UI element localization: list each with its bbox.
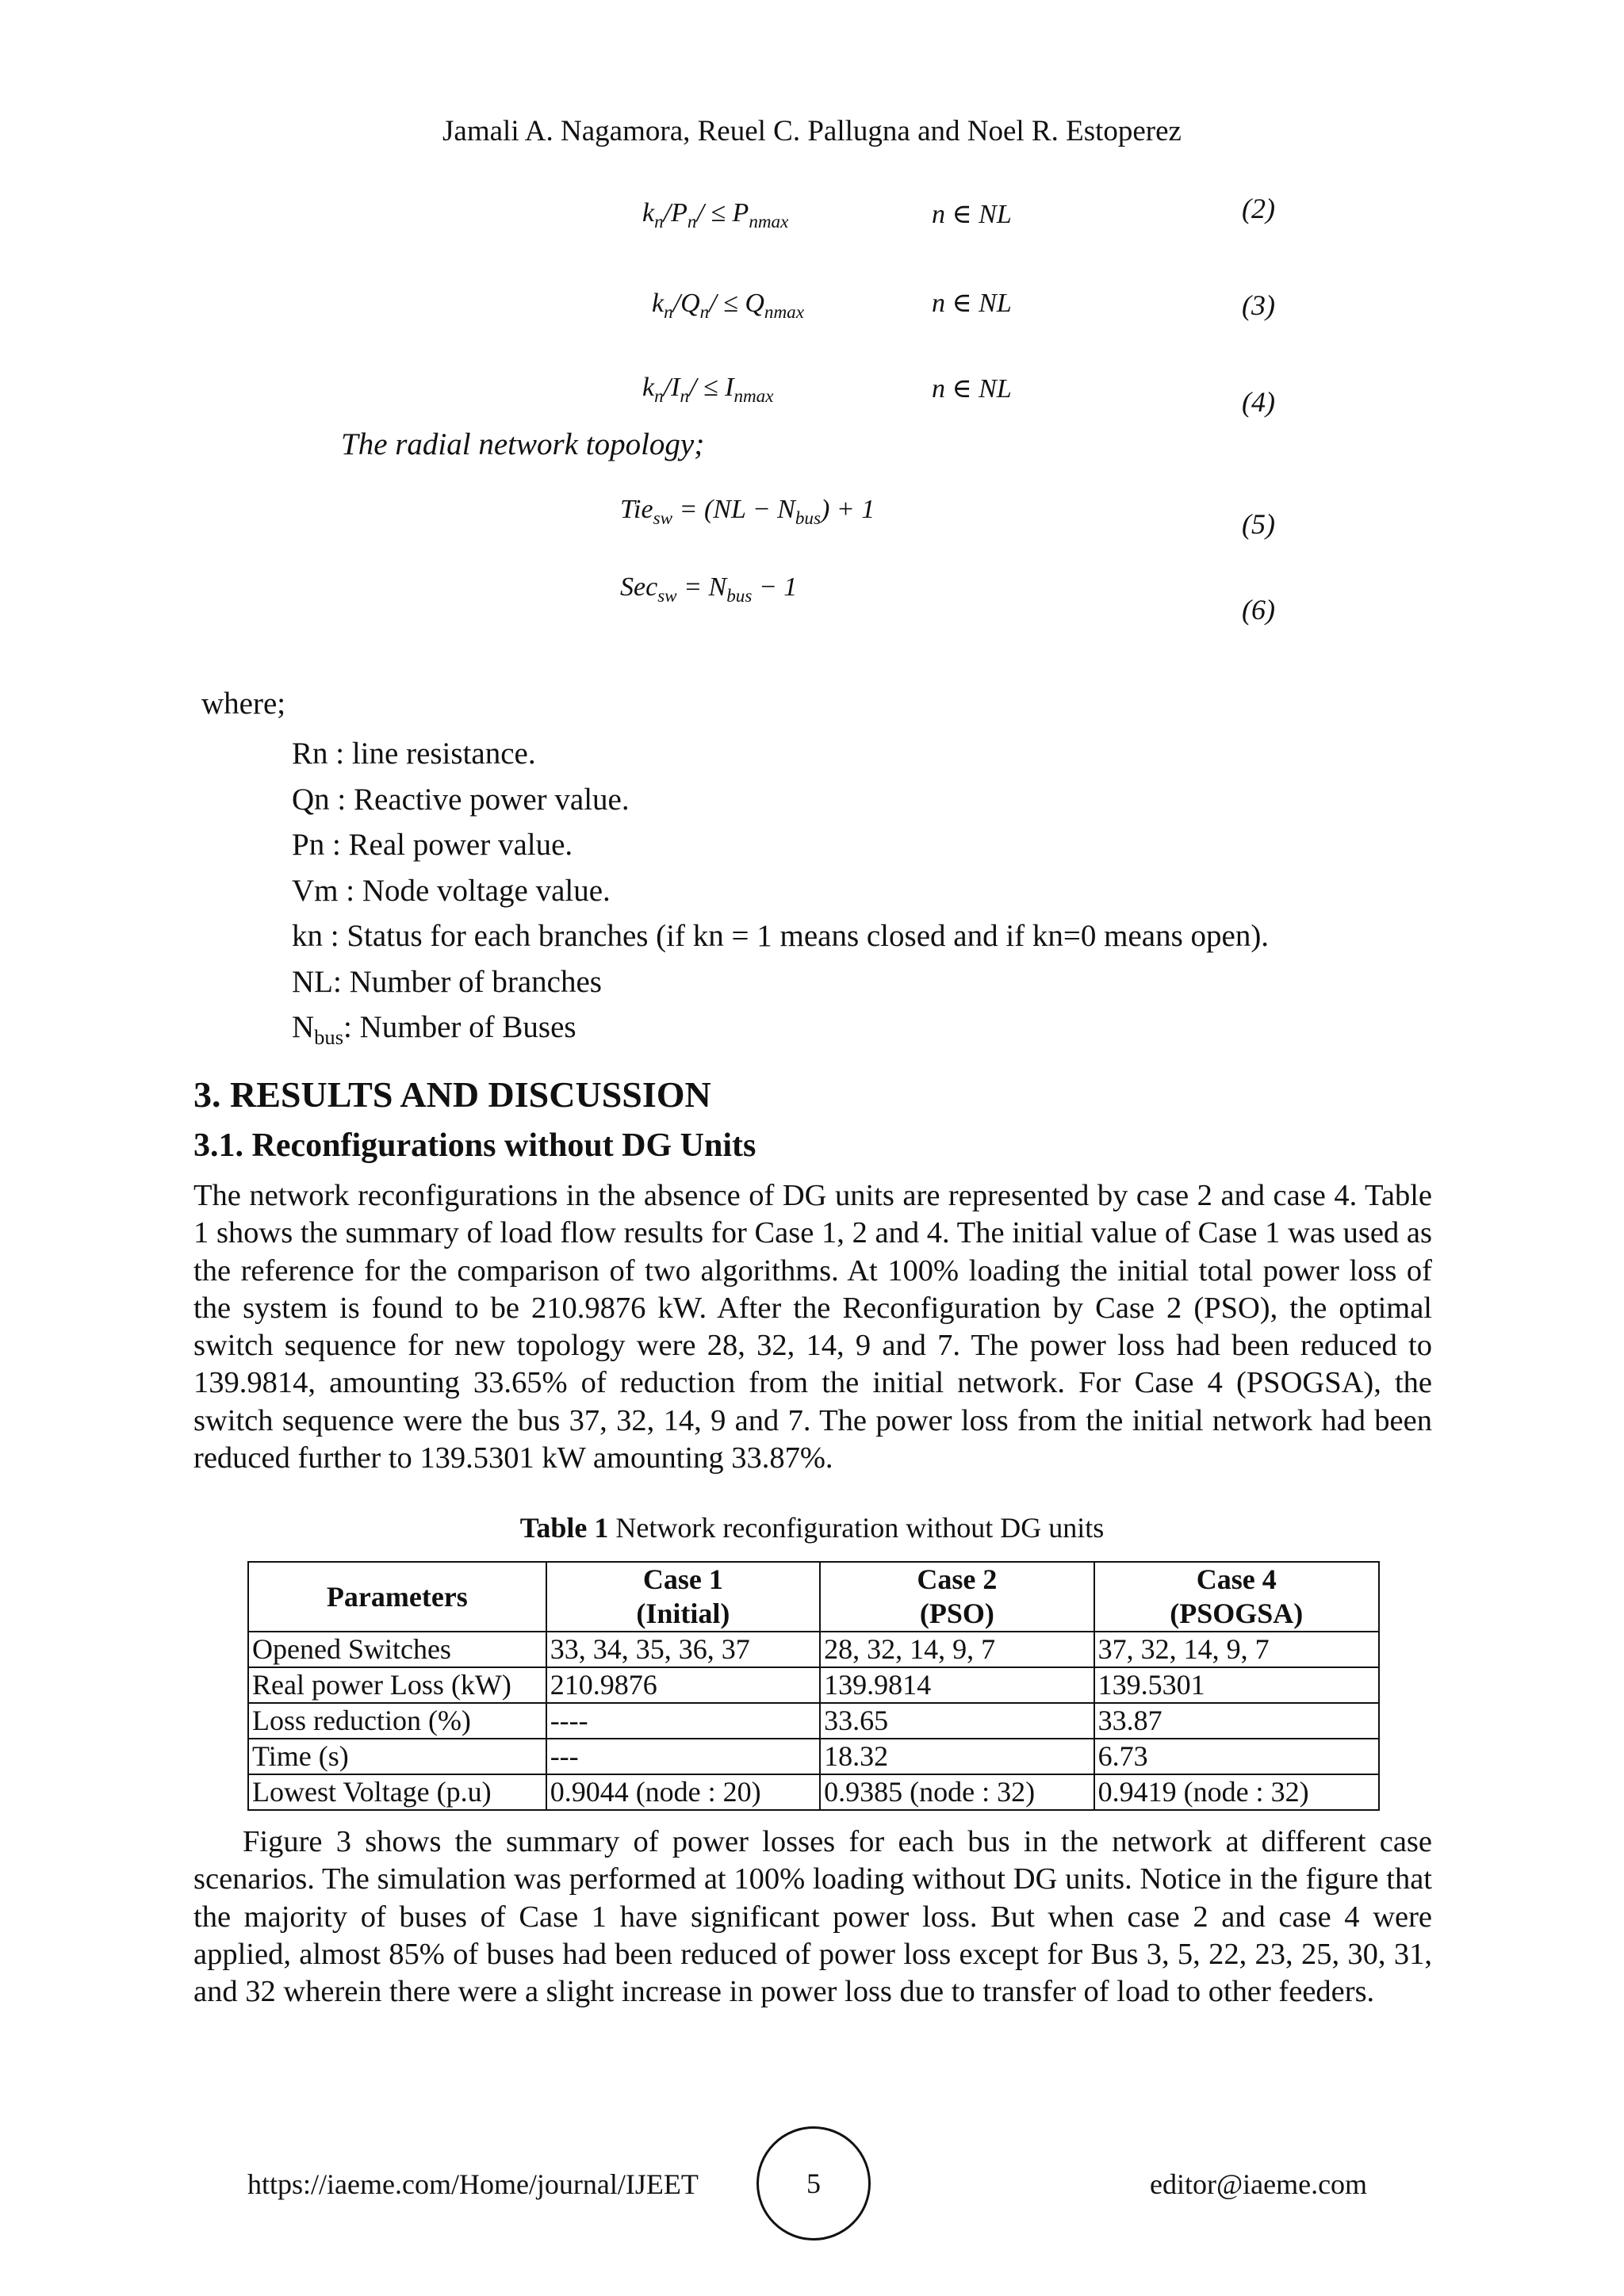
table-cell: 37, 32, 14, 9, 7 bbox=[1094, 1632, 1379, 1667]
table-cell: 6.73 bbox=[1094, 1739, 1379, 1774]
table-cell: 33, 34, 35, 36, 37 bbox=[546, 1632, 820, 1667]
definition-item: Pn : Real power value. bbox=[292, 828, 573, 862]
equation-3-condition: n ∈ NL bbox=[932, 289, 1012, 318]
table-cell: 210.9876 bbox=[546, 1667, 820, 1703]
definition-item-nbus: $N_{bus}$: Number of Buses bbox=[292, 1010, 576, 1049]
table-cell: Time (s) bbox=[248, 1739, 546, 1774]
table-cell: 139.9814 bbox=[820, 1667, 1094, 1703]
table-cell: 139.5301 bbox=[1094, 1667, 1379, 1703]
running-header-authors: Jamali A. Nagamora, Reuel C. Pallugna and Noel R. Estoperez bbox=[442, 115, 1182, 147]
table-header-cell: Case 2 (PSO) bbox=[820, 1562, 1094, 1632]
equation-4-number: (4) bbox=[1242, 386, 1275, 418]
table-cell: Lowest Voltage (p.u) bbox=[248, 1774, 546, 1810]
subsection-heading: 3.1. Reconfigurations without DG Units bbox=[193, 1127, 756, 1164]
definition-item: Qn : Reactive power value. bbox=[292, 782, 630, 817]
table-cell: --- bbox=[546, 1739, 820, 1774]
equation-5: $Tie_{sw} = (NL - N_{bus}) + 1$ bbox=[620, 495, 875, 529]
equation-5-number: (5) bbox=[1242, 508, 1275, 540]
table-row bbox=[248, 1703, 1379, 1739]
equation-3: $k_n/Q_n/ \le Q_{nmax}$ bbox=[652, 289, 804, 323]
paragraph-figure3: Figure 3 shows the summary of power losses for each bus in the network at different case scenarios. The simulation was performed at 100% loading without DG units. Notice in the figure that the majority of buses of Case 1 have significant power loss. But when case 2 and case 4 were applied, almost 85% of buses had been reduced of power loss except for Bus 3, 5, 22, 23, 25, 30, 31, and 32 wherein there were a slight increase in power loss due to transfer of load to other feeders. bbox=[193, 1825, 1432, 2009]
table-cell: Opened Switches bbox=[248, 1632, 546, 1667]
equation-4-condition: n ∈ NL bbox=[932, 374, 1012, 404]
table-cell: 0.9419 (node : 32) bbox=[1094, 1774, 1379, 1810]
table-header-cell: Parameters bbox=[248, 1562, 546, 1632]
equation-3-number: (3) bbox=[1242, 289, 1275, 321]
equation-6: $Sec_{sw} = N_{bus} - 1$ bbox=[620, 572, 798, 607]
table-cell: ---- bbox=[546, 1703, 820, 1739]
equation-2: $k_n/P_n/ \le P_{nmax}$ bbox=[642, 198, 789, 232]
table-cell: 33.87 bbox=[1094, 1703, 1379, 1739]
page-number: 5 bbox=[756, 2126, 871, 2241]
table-cell: Loss reduction (%) bbox=[248, 1703, 546, 1739]
definition-item: Rn : line resistance. bbox=[292, 737, 536, 771]
table-header-row bbox=[248, 1562, 1379, 1632]
definition-item: NL: Number of branches bbox=[292, 964, 602, 999]
equation-2-number: (2) bbox=[1242, 193, 1275, 224]
topology-label: The radial network topology; bbox=[341, 427, 705, 461]
table-row bbox=[248, 1739, 1379, 1774]
table-cell: 0.9385 (node : 32) bbox=[820, 1774, 1094, 1810]
footer-url-link[interactable]: https://iaeme.com/Home/journal/IJEET bbox=[247, 2168, 699, 2200]
equation-2-condition: n ∈ NL bbox=[932, 200, 1012, 229]
equation-6-number: (6) bbox=[1242, 594, 1275, 626]
table-cell: Real power Loss (kW) bbox=[248, 1667, 546, 1703]
table-cell: 0.9044 (node : 20) bbox=[546, 1774, 820, 1810]
paragraph-results: The network reconfigurations in the absence of DG units are represented by case 2 and case 4. Table 1 shows the summary of load flow results for Case 1, 2 and 4. The initial value of Case 1 was used as the reference for the comparison of two algorithms. At 100% loading the initial total power loss of the system is found to be 210.9876 kW. After the Reconfiguration by Case 2 (PSO), the optimal switch sequence for new topology were 28, 32, 14, 9 and 7. The power loss had been reduced to 139.9814, amounting 33.65% of reduction from the initial network. For Case 4 (PSOGSA), the switch sequence were the bus 37, 32, 14, 9 and 7. The power loss from the initial network had been reduced further to 139.5301 kW amounting 33.87%. bbox=[193, 1179, 1432, 1475]
table-cell: 28, 32, 14, 9, 7 bbox=[820, 1632, 1094, 1667]
definition-item: kn : Status for each branches (if kn = 1 means closed and if kn=0 means open). bbox=[292, 919, 1270, 953]
section-heading: 3. RESULTS AND DISCUSSION bbox=[193, 1074, 711, 1115]
results-table bbox=[247, 1561, 1380, 1811]
table-cell: 33.65 bbox=[820, 1703, 1094, 1739]
table-row bbox=[248, 1774, 1379, 1810]
table-row bbox=[248, 1667, 1379, 1703]
table-row bbox=[248, 1632, 1379, 1667]
definitions-list bbox=[292, 731, 1269, 1060]
table-caption: Table 1 Network reconfiguration without DG units bbox=[519, 1512, 1105, 1544]
table-cell: 18.32 bbox=[820, 1739, 1094, 1774]
equation-4: $k_n/I_n/ \le I_{nmax}$ bbox=[642, 373, 774, 407]
where-label: where; bbox=[201, 687, 286, 721]
table-header-cell: Case 4 (PSOGSA) bbox=[1094, 1562, 1379, 1632]
footer-email-link[interactable]: editor@iaeme.com bbox=[1150, 2168, 1368, 2200]
definition-item: Vm : Node voltage value. bbox=[292, 873, 611, 908]
table-header-cell: Case 1 (Initial) bbox=[546, 1562, 820, 1632]
